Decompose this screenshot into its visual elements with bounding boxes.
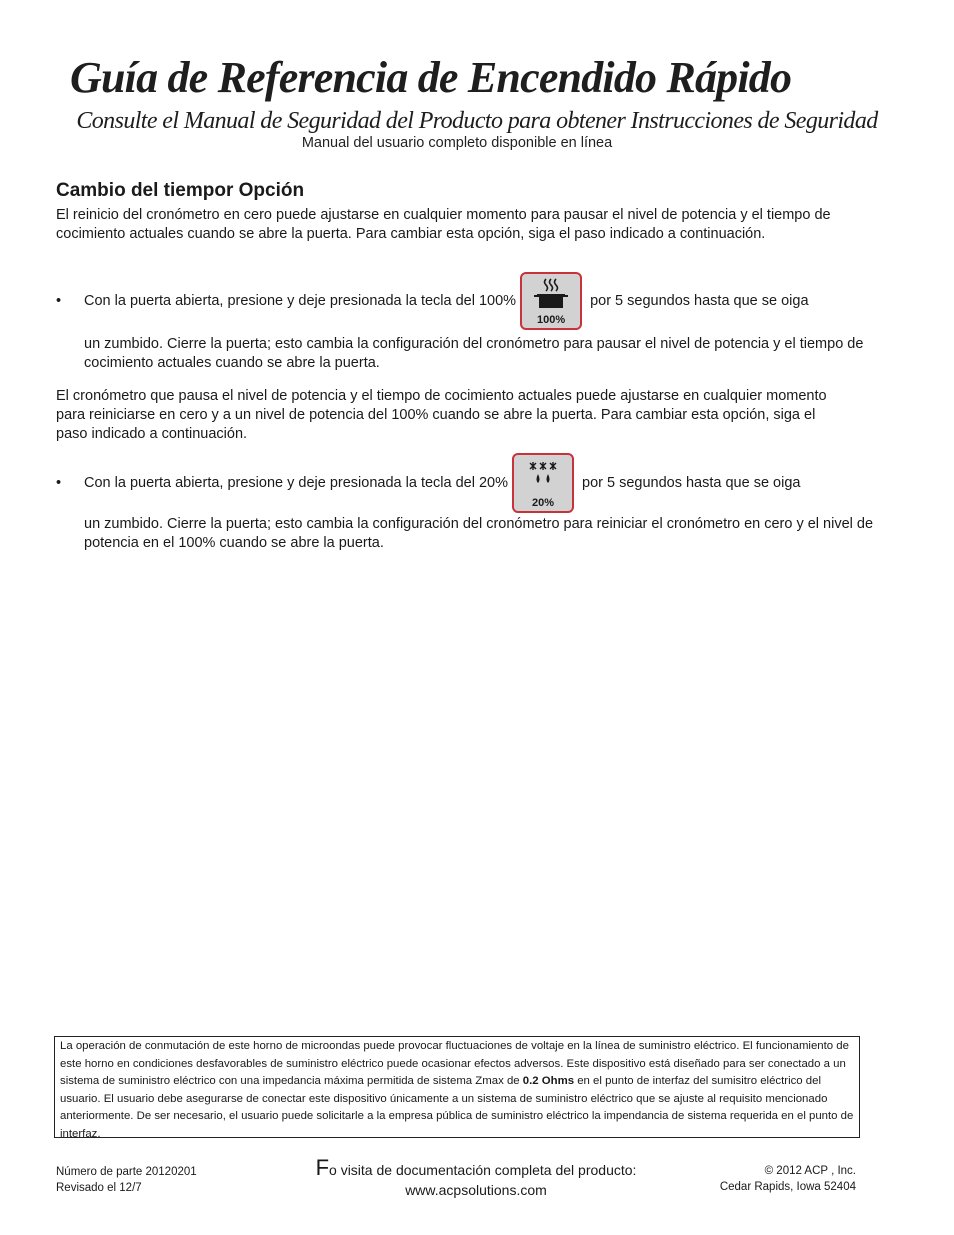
steaming-pot-icon bbox=[533, 277, 569, 313]
section-heading: Cambio del tiempor Opción bbox=[56, 180, 305, 201]
footer-part-info bbox=[56, 1164, 197, 1196]
documentation-first-letter: F bbox=[315, 1155, 330, 1180]
defrost-icon bbox=[525, 458, 561, 494]
electrical-notice-box bbox=[54, 1036, 860, 1138]
intro-paragraph: El reinicio del cronómetro en cero puede ajustarse en cualquier momento para pausar el nivel de potencia y el tiempo de cocimiento actuales cuando se abre la puerta. Para cambiar esta opción, siga el paso indicado a continuación. bbox=[56, 207, 831, 242]
bullet-dot: • bbox=[56, 475, 62, 491]
power-20-key-label: 20% bbox=[531, 497, 555, 509]
power-100-key-label: 100% bbox=[536, 314, 566, 326]
bullet-100-text: Con la puerta abierta, presione y deje presionada la tecla del 100% bbox=[84, 293, 517, 309]
power-20-key bbox=[512, 453, 574, 513]
company-address: Cedar Rapids, Iowa 52404 bbox=[719, 1181, 856, 1193]
footer-documentation bbox=[290, 1155, 662, 1200]
bullet-100 bbox=[56, 272, 809, 330]
bullet-20 bbox=[56, 453, 800, 513]
bullet-20-text-after: por 5 segundos hasta que se oiga bbox=[582, 475, 801, 491]
bullet-100-text-after: por 5 segundos hasta que se oiga bbox=[590, 293, 809, 309]
notice-impedance-value: 0.2 Ohms bbox=[522, 1075, 575, 1087]
bullet-dot: • bbox=[56, 293, 62, 309]
online-manual-note: Manual del usuario completo disponible en línea bbox=[301, 135, 613, 151]
documentation-note bbox=[290, 1155, 662, 1180]
footer-company-info bbox=[666, 1163, 856, 1195]
second-paragraph: El cronómetro que pausa el nivel de potencia y el tiempo de cocimiento actuales puede ajustarse en cualquier momento para reiniciarse en cero y a un nivel de potencia del 100% cuando se abre la puerta. Para cambiar esta opción, siga el paso indicado a continuación. bbox=[56, 388, 827, 442]
power-100-key bbox=[520, 272, 582, 330]
part-number: Número de parte 20120201 bbox=[56, 1166, 197, 1178]
bullet-100-continuation: un zumbido. Cierre la puerta; esto cambia la configuración del cronómetro para pausar el nivel de potencia y el tiempo de cocimiento actuales cuando se abre la puerta. bbox=[84, 336, 864, 371]
bullet-20-text: Con la puerta abierta, presione y deje presionada la tecla del 20% bbox=[84, 475, 508, 491]
copyright: © 2012 ACP , Inc. bbox=[764, 1165, 856, 1177]
notice-text-before: La operación de conmutación de este horno de microondas puede provocar fluctuaciones de voltaje en la línea de suministro eléctrico. El funcionamiento de este horno en condiciones desfavorables de suministro eléctrico puede ocasionar efectos adversos. Este dispositivo está diseñado para ser conectado a un sistema de suministro eléctrico con una impedancia máxima permitida de sistema Zmax de bbox=[60, 1040, 849, 1087]
safety-subtitle: Consulte el Manual de Seguridad del Producto para obtener Instrucciones de Seguridad bbox=[76, 108, 878, 134]
revision-date: Revisado el 12/7 bbox=[56, 1182, 142, 1194]
page-title: Guía de Referencia de Encendido Rápido bbox=[70, 53, 792, 102]
notice-text-after: en el punto de interfaz del sumisitro eléctrico del usuario. El usuario debe asegurarse de conectar este dispositivo únicamente a un sistema de suministro eléctrico que se ajuste al requisito mencionado anteriormente. De ser necesario, el usuario puede solicitarle a la empresa pública de suministro eléctrico la impendancia de sistema requerida en el punto de interfaz. bbox=[60, 1075, 854, 1140]
documentation-text: o visita de documentación completa del producto: bbox=[329, 1162, 637, 1178]
website-link[interactable]: www.acpsolutions.com bbox=[405, 1182, 547, 1198]
bullet-20-continuation: un zumbido. Cierre la puerta; esto cambia la configuración del cronómetro para reiniciar el cronómetro en cero y el nivel de potencia en el 100% cuando se abre la puerta. bbox=[84, 516, 874, 551]
